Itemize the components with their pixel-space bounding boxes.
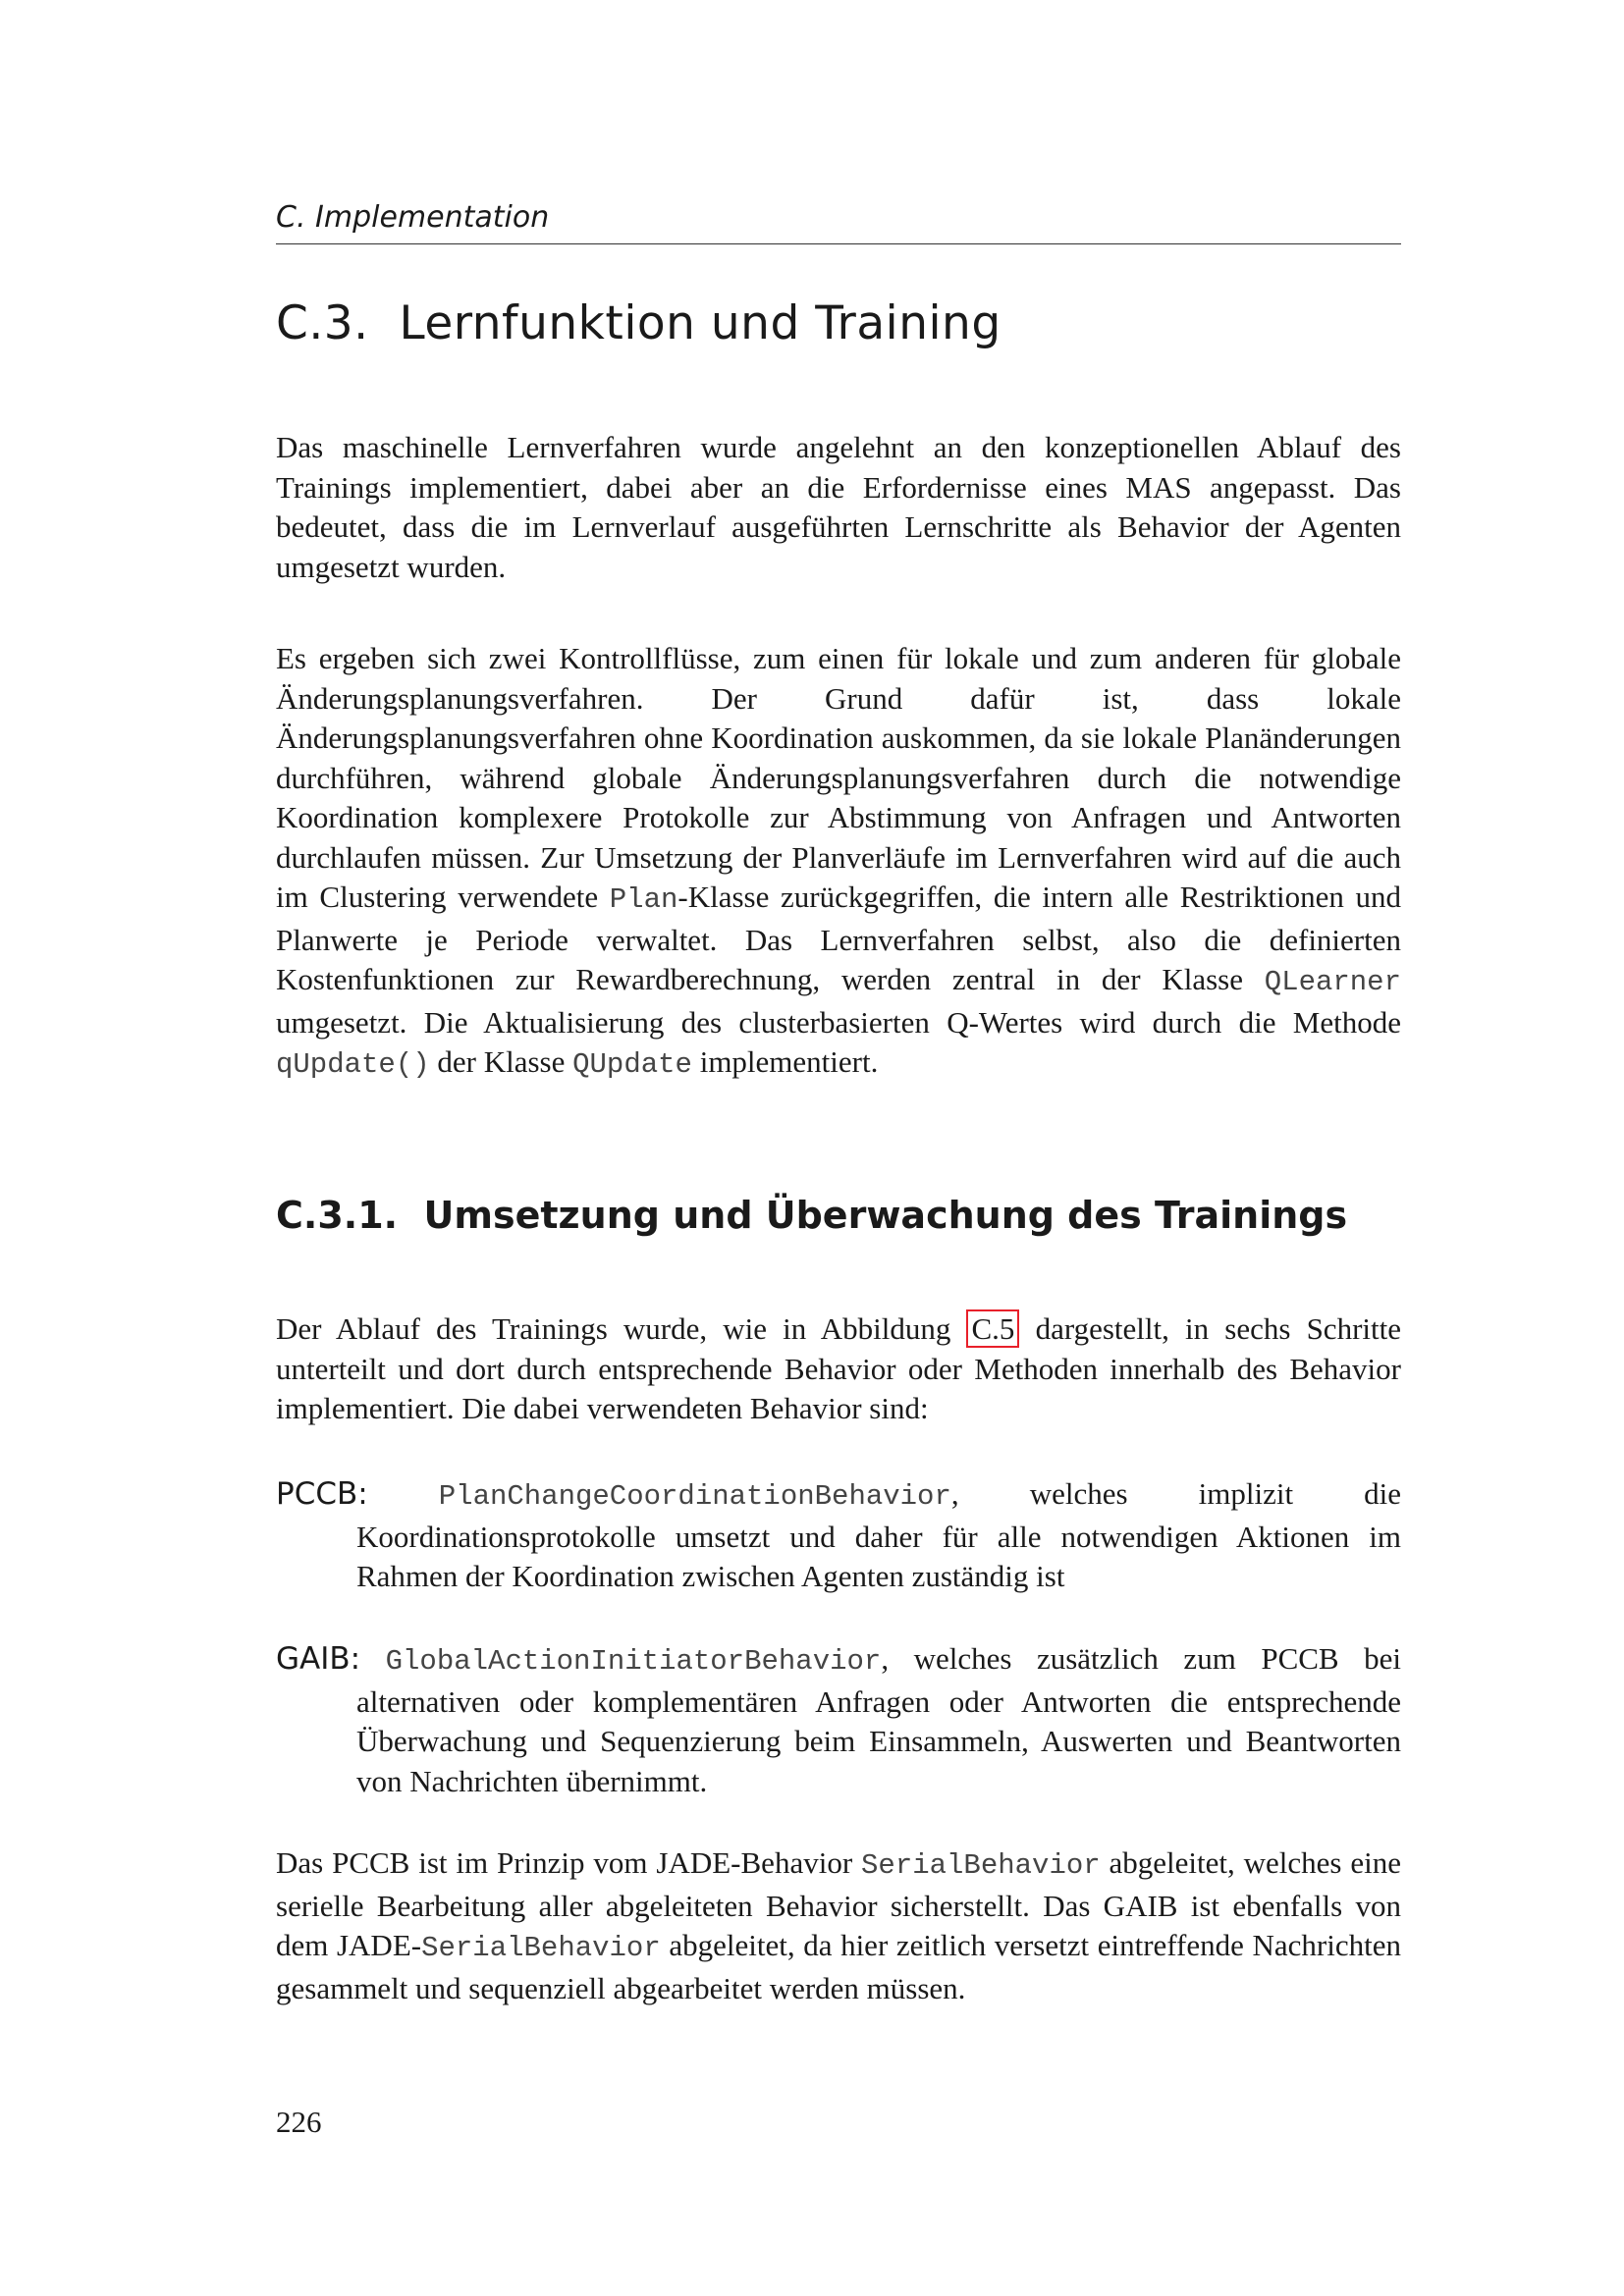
text-run: implementiert.	[691, 1044, 879, 1079]
paragraph-intro: Das maschinelle Lernverfahren wurde angelehnt an den konzeptionellen Ablauf des Trainings implementiert, dabei aber an die Erfordernisse eines MAS angepasst. Das bedeutet, dass die im Lernverlauf ausgeführten Lernschritte als Behavior der Agenten umgesetzt wurden.	[276, 430, 1401, 584]
item-text: , welches zusätzlich zum PCCB bei alternativen oder komplementären Anfragen oder Antworten die entsprechende Überwachung und Sequenzierung beim Einsammeln, Auswerten und Beantworten von Nachrichten übernimmt.	[356, 1641, 1402, 1798]
paragraph-training-steps	[276, 1309, 1401, 1429]
code-serialbehavior: SerialBehavior	[421, 1932, 661, 1964]
page-number: 226	[276, 2105, 322, 2139]
item-code: GlobalActionInitiatorBehavior	[385, 1645, 882, 1678]
text-run: -Klasse zurückgegriffen, die intern alle Restriktionen und Planwerte je Periode verwaltet. Das Lernverfahren selbst, also die definierten Kostenfunktionen zur Rewardberechnung, werden zentral in der Klasse	[276, 880, 1402, 996]
code-serialbehavior: SerialBehavior	[861, 1849, 1101, 1882]
paragraph-control-flows	[276, 639, 1401, 1086]
item-label: PCCB:	[276, 1476, 368, 1512]
subsection-title: Umsetzung und Überwachung des Trainings	[423, 1194, 1348, 1237]
text-run: Der Ablauf des Trainings wurde, wie in Abbildung	[276, 1311, 967, 1346]
definition-item-pccb	[276, 1474, 1401, 1597]
code-qupdate-class: QUpdate	[572, 1048, 692, 1081]
text-run: dargestellt, in sechs Schritte unterteilt und dort durch entsprechende Behavior oder Methoden innerhalb des Behavior implementiert. Die dabei verwendeten Behavior sind:	[276, 1311, 1401, 1425]
section-title: Lernfunktion und Training	[399, 296, 1001, 350]
code-qlearner: QLearner	[1264, 966, 1401, 998]
text-run: abgeleitet, welches eine serielle Bearbeitung aller abgeleiteten Behavior sicherstellt. Das GAIB ist ebenfalls von dem JADE-	[276, 1845, 1401, 1962]
figure-reference-link[interactable]: C.5	[966, 1309, 1019, 1348]
text-run: umgesetzt. Die Aktualisierung des clusterbasierten Q-Wertes wird durch die Methode	[276, 1004, 1401, 1040]
subsection-number: C.3.1.	[276, 1194, 399, 1237]
item-label: GAIB:	[276, 1641, 361, 1677]
text-run: der Klasse	[429, 1044, 573, 1079]
code-qupdate-method: qUpdate()	[276, 1048, 430, 1081]
running-head: C. Implementation	[276, 192, 1401, 244]
text-run: abgeleitet, da hier zeitlich versetzt eintreffende Nachrichten gesammelt und sequenziell abgearbeitet werden müssen.	[276, 1928, 1401, 2005]
subsection-heading	[276, 1186, 1401, 1245]
paragraph-jade-behavior	[276, 1843, 1401, 2008]
item-code: PlanChangeCoordinationBehavior	[438, 1480, 951, 1513]
code-plan: Plan	[609, 883, 678, 916]
text-run: Es ergeben sich zwei Kontrollflüsse, zum einen für lokale und zum anderen für globale Änderungsplanungsverfahren. Der Grund dafür ist, dass lokale Änderungsplanungsverfahren ohne Koordination auskommen, da sie lokale Planänderungen durchführen, während globale Änderungsplanungsverfahren durch die notwendige Koordination komplexere Protokolle zur Abstimmung von Anfragen und Antworten durchlaufen müssen. Zur Umsetzung der Planverläufe im Lernverfahren wird auf die auch im Clustering verwendete	[276, 641, 1401, 914]
text-run: Das PCCB ist im Prinzip vom JADE-Behavior	[276, 1845, 862, 1880]
definition-item-gaib	[276, 1639, 1401, 1801]
section-number: C.3.	[276, 296, 369, 350]
section-heading	[276, 290, 1401, 358]
item-text: , welches implizit die Koordinationsprotokolle umsetzt und daher für alle notwendigen Aktionen im Rahmen der Koordination zwischen Agenten zuständig ist	[356, 1476, 1401, 1593]
